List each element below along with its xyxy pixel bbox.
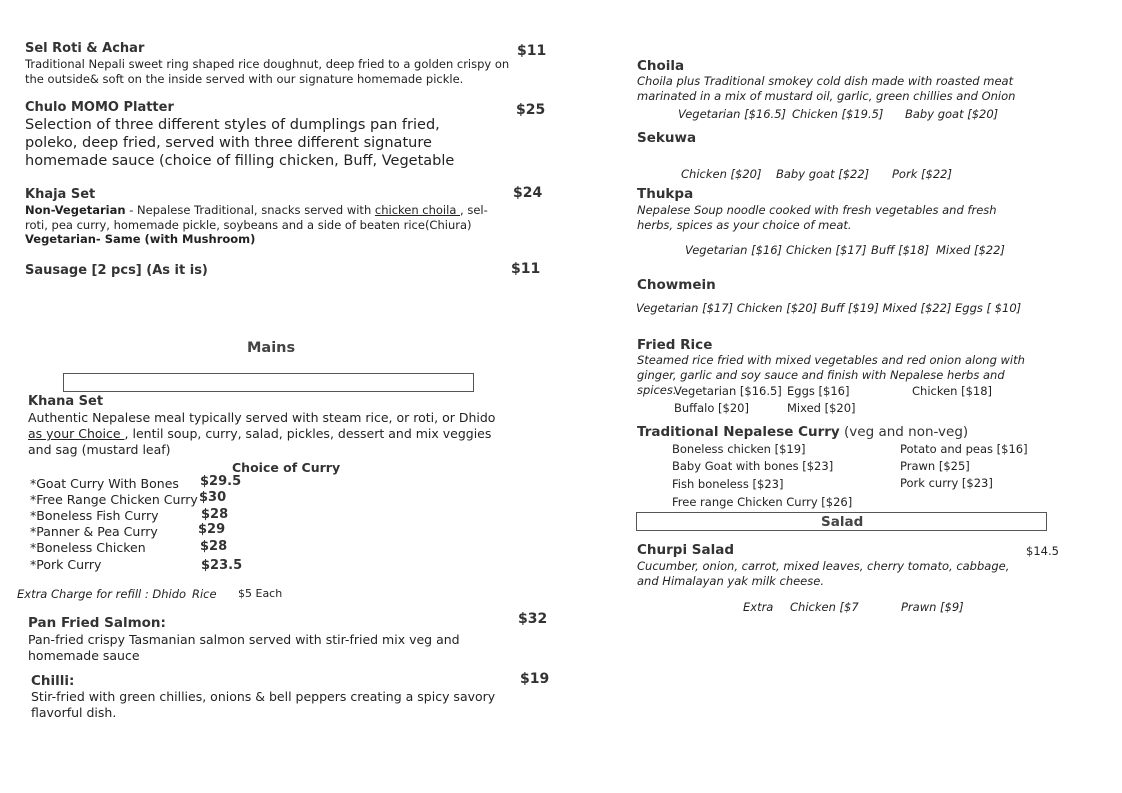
item-desc-sel-roti: Traditional Nepali sweet ring shaped rice doughnut, deep fried to a golden crispy on the outside& soft on the inside served with our signature homemade pickle. — [25, 57, 510, 86]
churpi-desc: Cucumber, onion, carrot, mixed leaves, cherry tomato, cabbage, and Himalayan yak milk cheese. — [637, 559, 1010, 588]
item-desc-momo: Selection of three different styles of dumplings pan fried, poleko, deep fried, served with three different signature homemade sauce (choice of filling chicken, Buff, Vegetable — [25, 117, 455, 169]
choila-name: Choila — [637, 58, 685, 74]
nonveg-desc-b: , sel-roti, pea curry, homemade pickle, soybeans and a side of beaten rice(Chiura) — [25, 203, 488, 232]
fried-rice-option: Mixed [$20] — [787, 401, 856, 415]
thukpa-option: Buff [$18] — [871, 243, 930, 257]
curry-name: *Boneless Chicken — [30, 540, 146, 555]
fried-rice-option: Chicken [$18] — [912, 384, 993, 398]
choila-option: Baby goat [$20] — [905, 107, 999, 121]
sekuwa-option: Baby goat [$22] — [776, 167, 870, 181]
nonveg-desc-a: - Nepalese Traditional, snacks served with — [125, 203, 375, 217]
curry-option: Free range Chicken Curry [$26] — [672, 495, 853, 509]
chilli-desc: Stir-fried with green chillies, onions & bell peppers creating a spicy savory flavorful dish. — [31, 689, 496, 720]
khana-desc-a: Authentic Nepalese meal typically served with steam rice, or roti, or Dhido — [28, 410, 496, 425]
churpi-option: Chicken [$7 — [790, 600, 859, 614]
curry-price: $23.5 — [201, 558, 243, 573]
curry-option: Potato and peas [$16] — [900, 442, 1028, 456]
choice-heading: Choice of Curry — [232, 460, 341, 475]
curry-heading-name: Traditional Nepalese Curry — [637, 424, 840, 440]
item-price-sel-roti: $11 — [517, 43, 547, 59]
fried-rice-option: Buffalo [$20] — [674, 401, 749, 415]
churpi-option: Prawn [$9] — [901, 600, 964, 614]
fried-rice-option: Vegetarian [$16.5] — [674, 384, 782, 398]
veg-line: Vegetarian- Same (with Mushroom) — [25, 232, 256, 246]
curry-price: $30 — [199, 490, 227, 505]
salmon-name: Pan Fried Salmon: — [28, 615, 166, 631]
extra-charge-label: Extra Charge for refill : Dhido — [17, 587, 187, 601]
khana-desc — [28, 410, 513, 458]
curry-name: *Pork Curry — [30, 557, 102, 572]
curry-heading-suffix: (veg and non-veg) — [839, 424, 969, 440]
item-name-sausage: Sausage [2 pcs] (As it is) — [25, 263, 208, 278]
curry-option: Pork curry [$23] — [900, 476, 993, 490]
curry-option: Baby Goat with bones [$23] — [672, 459, 834, 473]
extra-price: $5 Each — [238, 587, 283, 600]
sekuwa-option: Chicken [$20] — [681, 167, 762, 181]
salmon-desc: Pan-fried crispy Tasmanian salmon served with stir-fried mix veg and homemade sauce — [28, 632, 460, 663]
churpi-extra-label: Extra — [743, 600, 774, 614]
chilli-name: Chilli: — [31, 673, 75, 689]
thukpa-desc: Nepalese Soup noodle cooked with fresh vegetables and fresh herbs, spices as your choice of meat. — [637, 203, 997, 232]
khana-desc-b: , lentil soup, curry, salad, pickles, dessert and mix veggies and sag (mustard leaf) — [28, 426, 492, 457]
khana-name: Khana Set — [28, 394, 104, 409]
curry-name: *Panner & Pea Curry — [30, 524, 158, 539]
item-price-momo: $25 — [516, 102, 546, 118]
curry-name: *Boneless Fish Curry — [30, 508, 159, 523]
item-name-khaja: Khaja Set — [25, 187, 96, 202]
curry-name: *Free Range Chicken Curry — [30, 492, 198, 507]
curry-option: Fish boneless [$23] — [672, 477, 784, 491]
churpi-price: $14.5 — [1026, 544, 1059, 558]
choila-option: Vegetarian [$16.5] — [678, 107, 787, 121]
curry-price: $28 — [201, 507, 229, 522]
choila-desc: Choila plus Traditional smokey cold dish made with roasted meat marinated in a mix of mustard oil, garlic, green chillies and Onion — [637, 74, 1016, 103]
thukpa-name: Thukpa — [637, 186, 694, 202]
curry-heading — [637, 424, 968, 440]
fried-rice-option: Eggs [$16] — [787, 384, 850, 398]
curry-price: $29.5 — [200, 474, 242, 489]
nonveg-label: Non-Vegetarian — [25, 203, 126, 217]
item-name-sel-roti: Sel Roti & Achar — [25, 41, 145, 56]
curry-name: *Goat Curry With Bones — [30, 476, 179, 491]
chilli-price: $19 — [520, 671, 550, 687]
churpi-name: Churpi Salad — [637, 542, 735, 558]
salad-heading: Salad — [821, 514, 864, 530]
choila-option: Chicken [$19.5] — [792, 107, 884, 121]
fried-rice-desc: Steamed rice fried with mixed vegetables and red onion along with ginger, garlic and soy sauce and finish with Nepalese herbs and spices. — [637, 353, 1025, 397]
item-desc-khaja — [25, 203, 505, 233]
thukpa-option: Mixed [$22] — [936, 243, 1005, 257]
choila-link: chicken choila — [374, 203, 461, 217]
thukpa-option: Chicken [$17] — [786, 243, 867, 257]
chowmein-name: Chowmein — [637, 277, 716, 293]
extra-rice: Rice — [192, 587, 217, 601]
item-price-sausage: $11 — [511, 261, 541, 277]
mains-heading: Mains — [247, 340, 296, 356]
thukpa-option: Vegetarian [$16] — [685, 243, 783, 257]
sekuwa-name: Sekuwa — [637, 130, 697, 146]
curry-price: $29 — [198, 522, 226, 537]
khana-desc-link: as your Choice — [28, 426, 125, 441]
curry-price: $28 — [200, 539, 228, 554]
curry-option: Boneless chicken [$19] — [672, 442, 806, 456]
chowmein-options: Vegetarian [$17] Chicken [$20] Buff [$19] Mixed [$22] Eggs [ $10] — [636, 301, 1022, 315]
item-price-khaja: $24 — [513, 185, 543, 201]
curry-option: Prawn [$25] — [900, 459, 970, 473]
fried-rice-name: Fried Rice — [637, 337, 713, 353]
salmon-price: $32 — [518, 611, 548, 627]
mains-divider-box — [63, 373, 474, 392]
item-name-momo: Chulo MOMO Platter — [25, 100, 174, 115]
sekuwa-option: Pork [$22] — [892, 167, 952, 181]
